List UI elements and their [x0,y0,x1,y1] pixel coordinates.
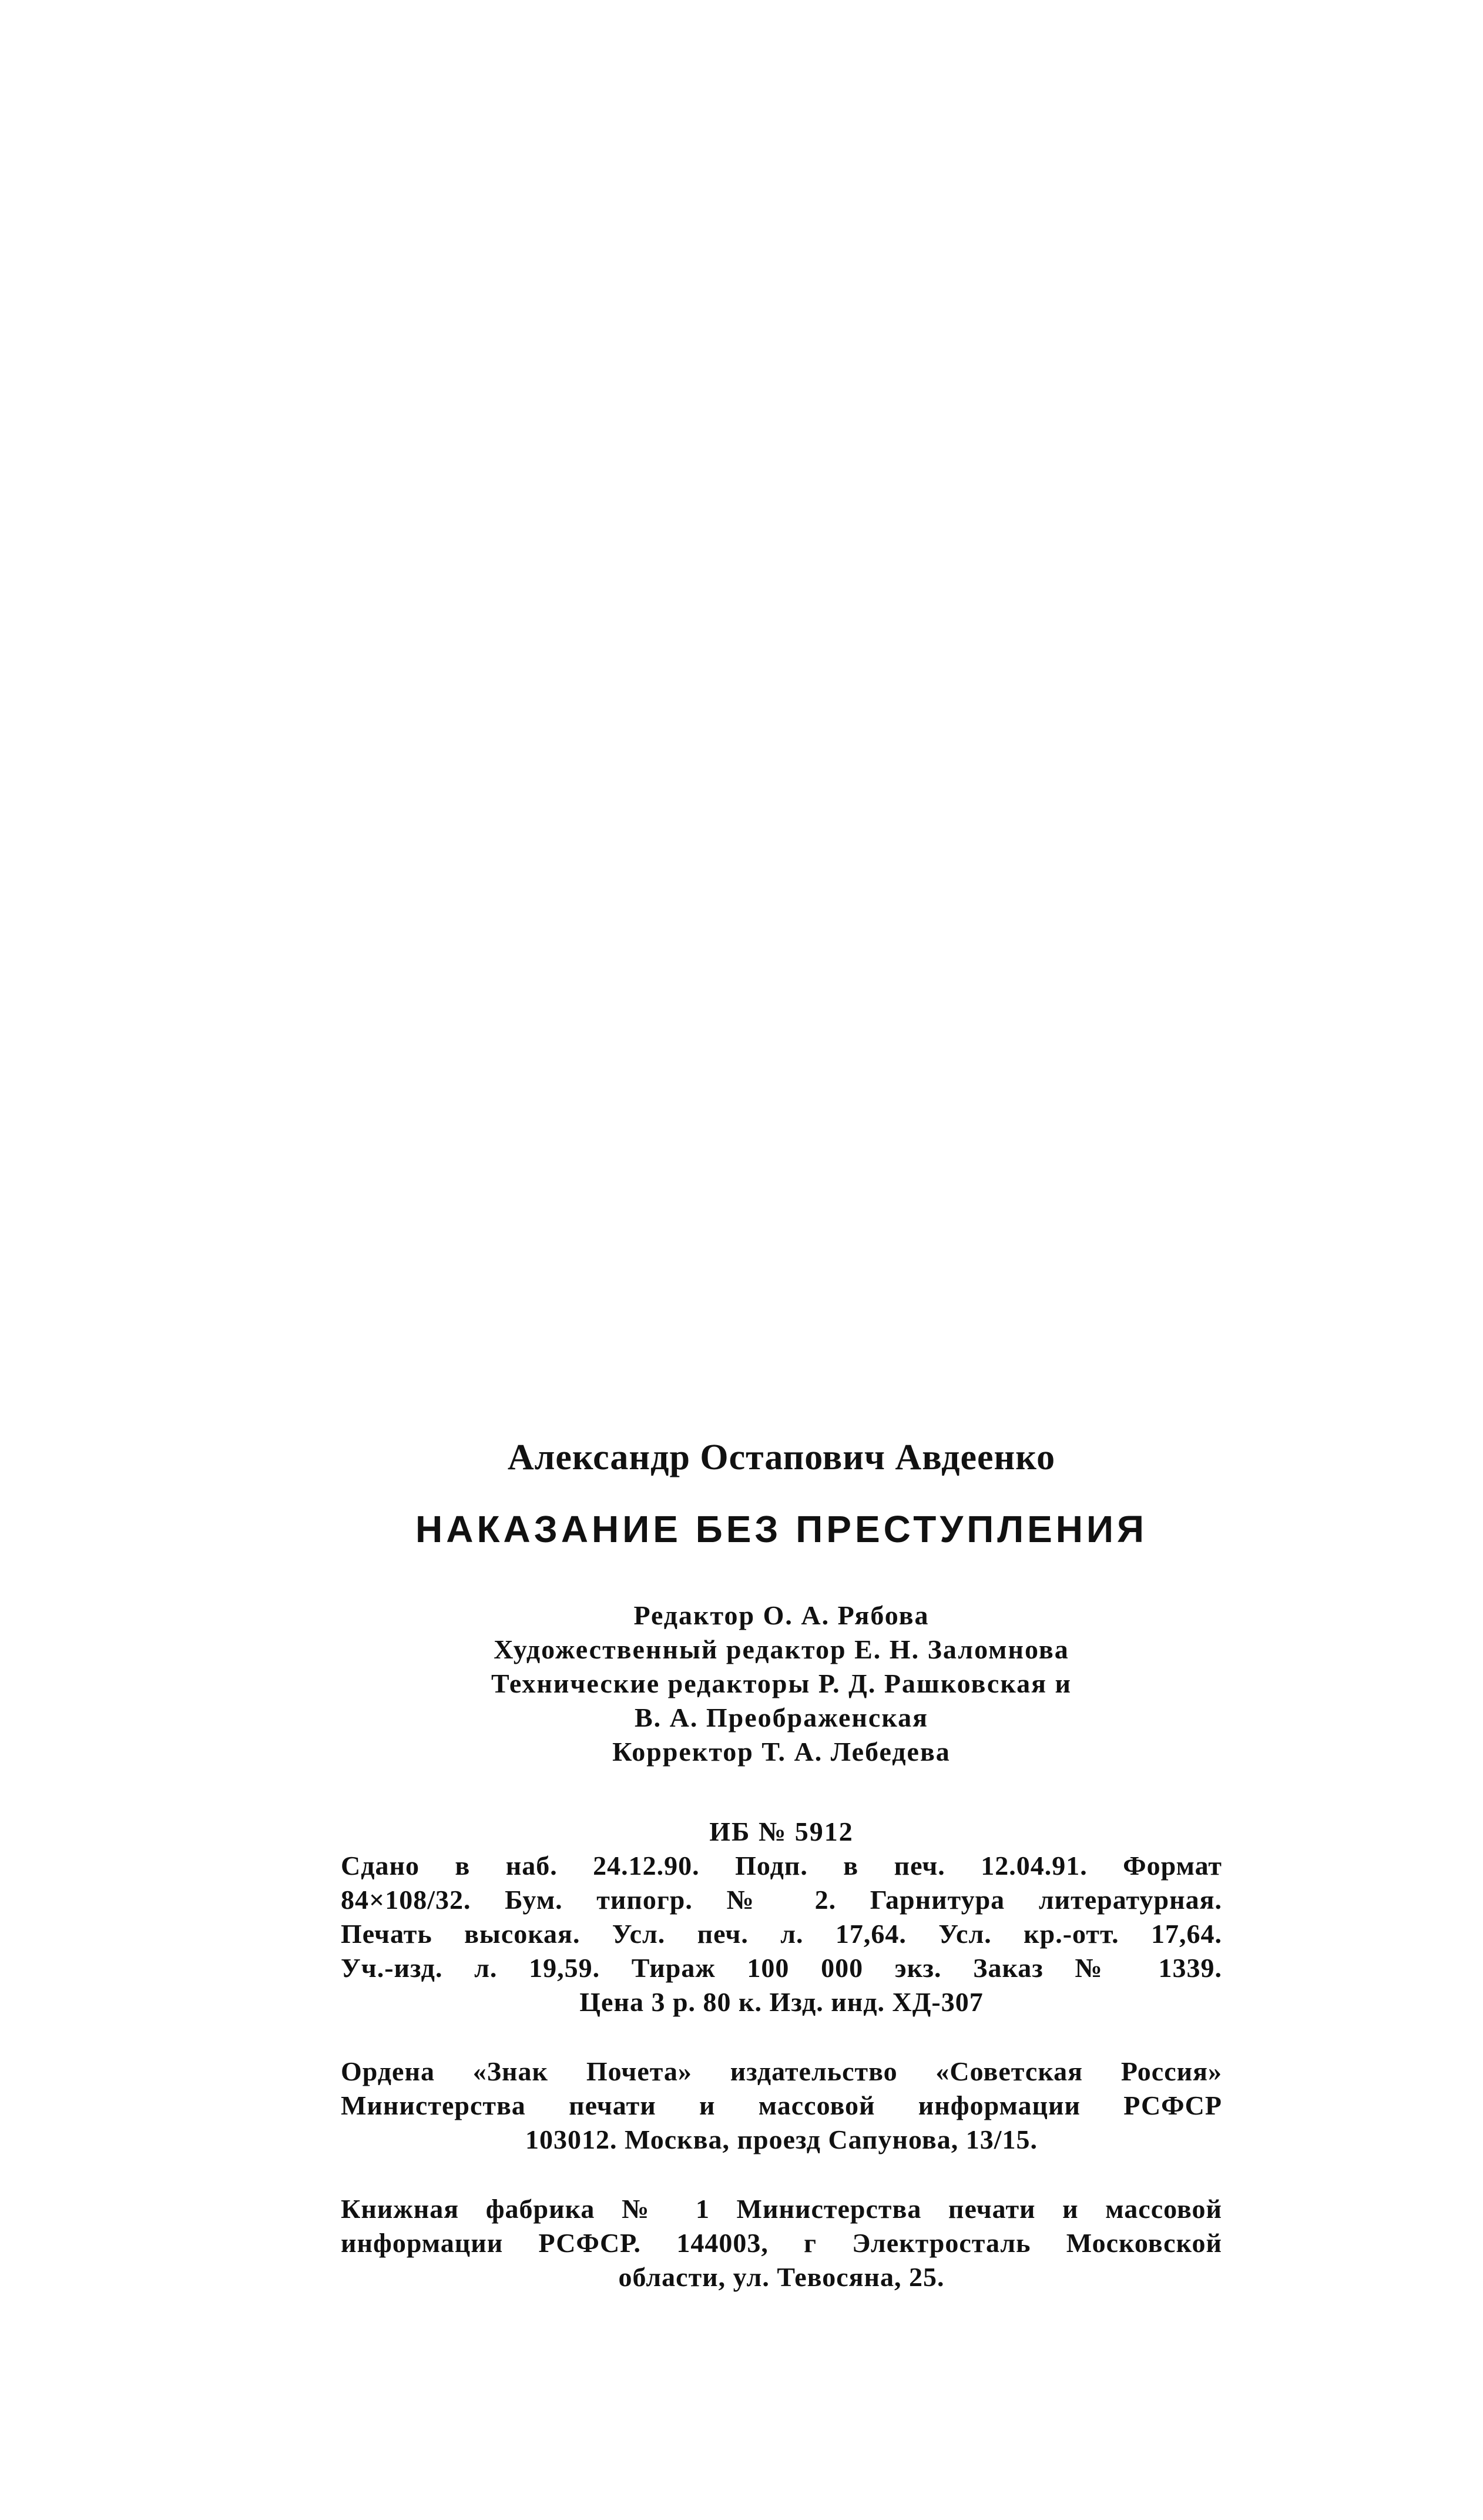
publisher-address: 103012. Москва, проезд Сапунова, 13/15. [525,2124,1038,2154]
credit-line: В. А. Преображенская [634,1703,929,1732]
colophon [341,1434,1222,2294]
print-detail-line: Сдано в наб. 24.12.90. Подп. в печ. 12.04.91. Формат [341,1851,1222,1881]
editorial-credits [341,1599,1222,1769]
price-line: Цена 3 р. 80 к. Изд. инд. ХД-307 [579,1987,984,2017]
credit-line: Редактор О. А. Рябова [633,1600,930,1630]
credit-line: Художественный редактор Е. Н. Заломнова [494,1634,1069,1664]
book-title: НАКАЗАНИЕ БЕЗ ПРЕСТУПЛЕНИЯ [415,1508,1148,1550]
printer-line: Книжная фабрика № 1 Министерства печати и массовой [341,2194,1222,2224]
printer-address: области, ул. Тевосяна, 25. [618,2262,945,2292]
publisher-info [341,2055,1222,2157]
credit-line: Корректор Т. А. Лебедева [612,1737,951,1767]
ib-number: ИБ № 5912 [709,1817,854,1847]
publisher-line: Ордена «Знак Почета» издательство «Советская Россия» [341,2056,1222,2086]
print-detail-line: 84×108/32. Бум. типогр. № 2. Гарнитура литературная. [341,1885,1222,1915]
credit-line: Технические редакторы Р. Д. Рашковская и [491,1668,1072,1698]
publisher-line: Министерства печати и массовой информации РСФСР [341,2090,1222,2120]
author-name: Александр Остапович Авдеенко [507,1437,1056,1477]
print-detail-line: Уч.-изд. л. 19,59. Тираж 100 000 экз. Заказ № 1339. [341,1953,1222,1983]
printer-line: информации РСФСР. 144003, г Электросталь Московской [341,2228,1222,2258]
print-detail-line: Печать высокая. Усл. печ. л. 17,64. Усл. кр.-отт. 17,64. [341,1919,1222,1949]
printer-info [341,2192,1222,2294]
print-details [341,1849,1222,2019]
